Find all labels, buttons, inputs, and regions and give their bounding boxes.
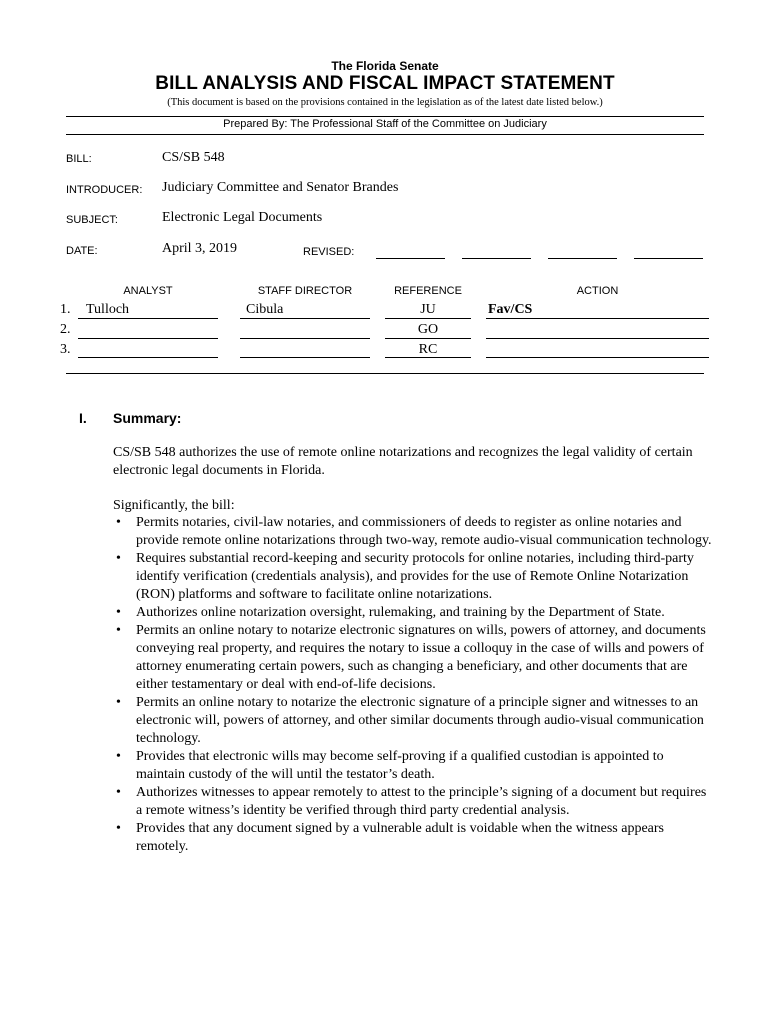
bullet-icon: •	[116, 695, 121, 710]
director-line	[240, 357, 370, 358]
reference-line	[385, 357, 471, 358]
summary-bullet-list	[113, 514, 713, 856]
reference-cell: RC	[418, 342, 438, 357]
bullet-text: Provides that electronic wills may become self-proving if a qualified custodian is appointed to maintain custody of the will until the testator’s death.	[136, 749, 664, 782]
bullet-icon: •	[116, 785, 121, 800]
list-item	[113, 784, 713, 820]
analyst-line	[78, 318, 218, 319]
introducer-label: INTRODUCER:	[66, 184, 143, 196]
revised-label: REVISED:	[303, 246, 355, 258]
action-header: ACTION	[576, 285, 619, 297]
introducer-value: Judiciary Committee and Senator Brandes	[162, 180, 399, 195]
subject-value: Electronic Legal Documents	[162, 210, 323, 225]
reference-cell: JU	[420, 302, 436, 317]
bullet-icon: •	[116, 515, 121, 530]
bullet-text: Provides that any document signed by a vulnerable adult is voidable when the witness appears remotely.	[136, 821, 664, 854]
action-line	[486, 318, 709, 319]
action-line	[486, 357, 709, 358]
summary-lead: Significantly, the bill:	[113, 498, 235, 513]
bullet-text: Requires substantial record-keeping and security protocols for online notaries, including third-party identify verification (credentials analysis), and provides for the use of Remote Online Notarization (RON) platforms and software to facilitate online notarizations.	[136, 551, 694, 602]
org-name: The Florida Senate	[331, 59, 439, 73]
action-cell: Fav/CS	[488, 302, 533, 317]
reference-line	[385, 318, 471, 319]
analyst-header: ANALYST	[123, 285, 173, 297]
date-label: DATE:	[66, 245, 98, 257]
header-rule-bottom	[66, 134, 704, 135]
document-title: BILL ANALYSIS AND FISCAL IMPACT STATEMENT	[155, 73, 615, 94]
bullet-text: Permits an online notary to notarize electronic signatures on wills, powers of attorney, and documents conveying real property, and requires the notary to issue a colloquy in the case of wills and powers of attorney enumerating certain powers, such as changing a beneficiary, and other documents that are either testamentary or deal with end-of-life decisions.	[136, 623, 706, 692]
date-value: April 3, 2019	[162, 241, 238, 256]
director-cell: Cibula	[246, 302, 284, 317]
header-rule-top	[66, 116, 704, 117]
bullet-icon: •	[116, 623, 121, 638]
analyst-line	[78, 338, 218, 339]
row-number: 3.	[60, 342, 71, 357]
staff-director-header: STAFF DIRECTOR	[257, 285, 353, 297]
bullet-text: Permits an online notary to notarize the electronic signature of a principle signer and witnesses to an electronic will, powers of attorney, and other similar documents through audio-visual communication technology.	[136, 695, 704, 746]
row-number: 1.	[60, 302, 71, 317]
summary-intro: CS/SB 548 authorizes the use of remote online notarizations and recognizes the legal validity of certain electronic legal documents in Florida.	[113, 445, 693, 478]
bullet-text: Authorizes witnesses to appear remotely to attest to the principle’s signing of a document but requires a remote witness’s identity be verified through third party credential analysis.	[136, 785, 707, 818]
list-item	[113, 748, 713, 784]
section-title: Summary:	[113, 410, 182, 426]
reference-cell: GO	[417, 322, 439, 337]
bill-label: BILL:	[66, 153, 92, 165]
director-line	[240, 318, 370, 319]
prepared-by: Prepared By: The Professional Staff of the Committee on Judiciary	[223, 118, 547, 130]
bullet-icon: •	[116, 749, 121, 764]
revised-blank-3	[548, 258, 617, 259]
bullet-text: Authorizes online notarization oversight, rulemaking, and training by the Department of State.	[136, 605, 665, 620]
list-item	[113, 694, 713, 748]
subject-label: SUBJECT:	[66, 214, 118, 226]
reference-line	[385, 338, 471, 339]
list-item	[113, 604, 713, 622]
bullet-text: Permits notaries, civil-law notaries, and commissioners of deeds to register as online notaries and provide remote online notarizations through two-way, remote audio-visual communication technology.	[136, 515, 712, 548]
table-bottom-rule	[66, 373, 704, 374]
analyst-cell: Tulloch	[86, 302, 130, 317]
director-line	[240, 338, 370, 339]
bullet-icon: •	[116, 821, 121, 836]
reference-header: REFERENCE	[394, 285, 462, 297]
bullet-icon: •	[116, 605, 121, 620]
document-note: (This document is based on the provisions contained in the legislation as of the latest date listed below.)	[167, 97, 603, 108]
section-number: I.	[79, 410, 87, 426]
list-item	[113, 622, 713, 694]
list-item	[113, 550, 713, 604]
row-number: 2.	[60, 322, 71, 337]
bullet-icon: •	[116, 551, 121, 566]
revised-blank-2	[462, 258, 531, 259]
bill-value: CS/SB 548	[162, 150, 225, 165]
revised-blank-4	[634, 258, 703, 259]
action-line	[486, 338, 709, 339]
revised-blank-1	[376, 258, 445, 259]
analyst-line	[78, 357, 218, 358]
list-item	[113, 514, 713, 550]
list-item	[113, 820, 713, 856]
